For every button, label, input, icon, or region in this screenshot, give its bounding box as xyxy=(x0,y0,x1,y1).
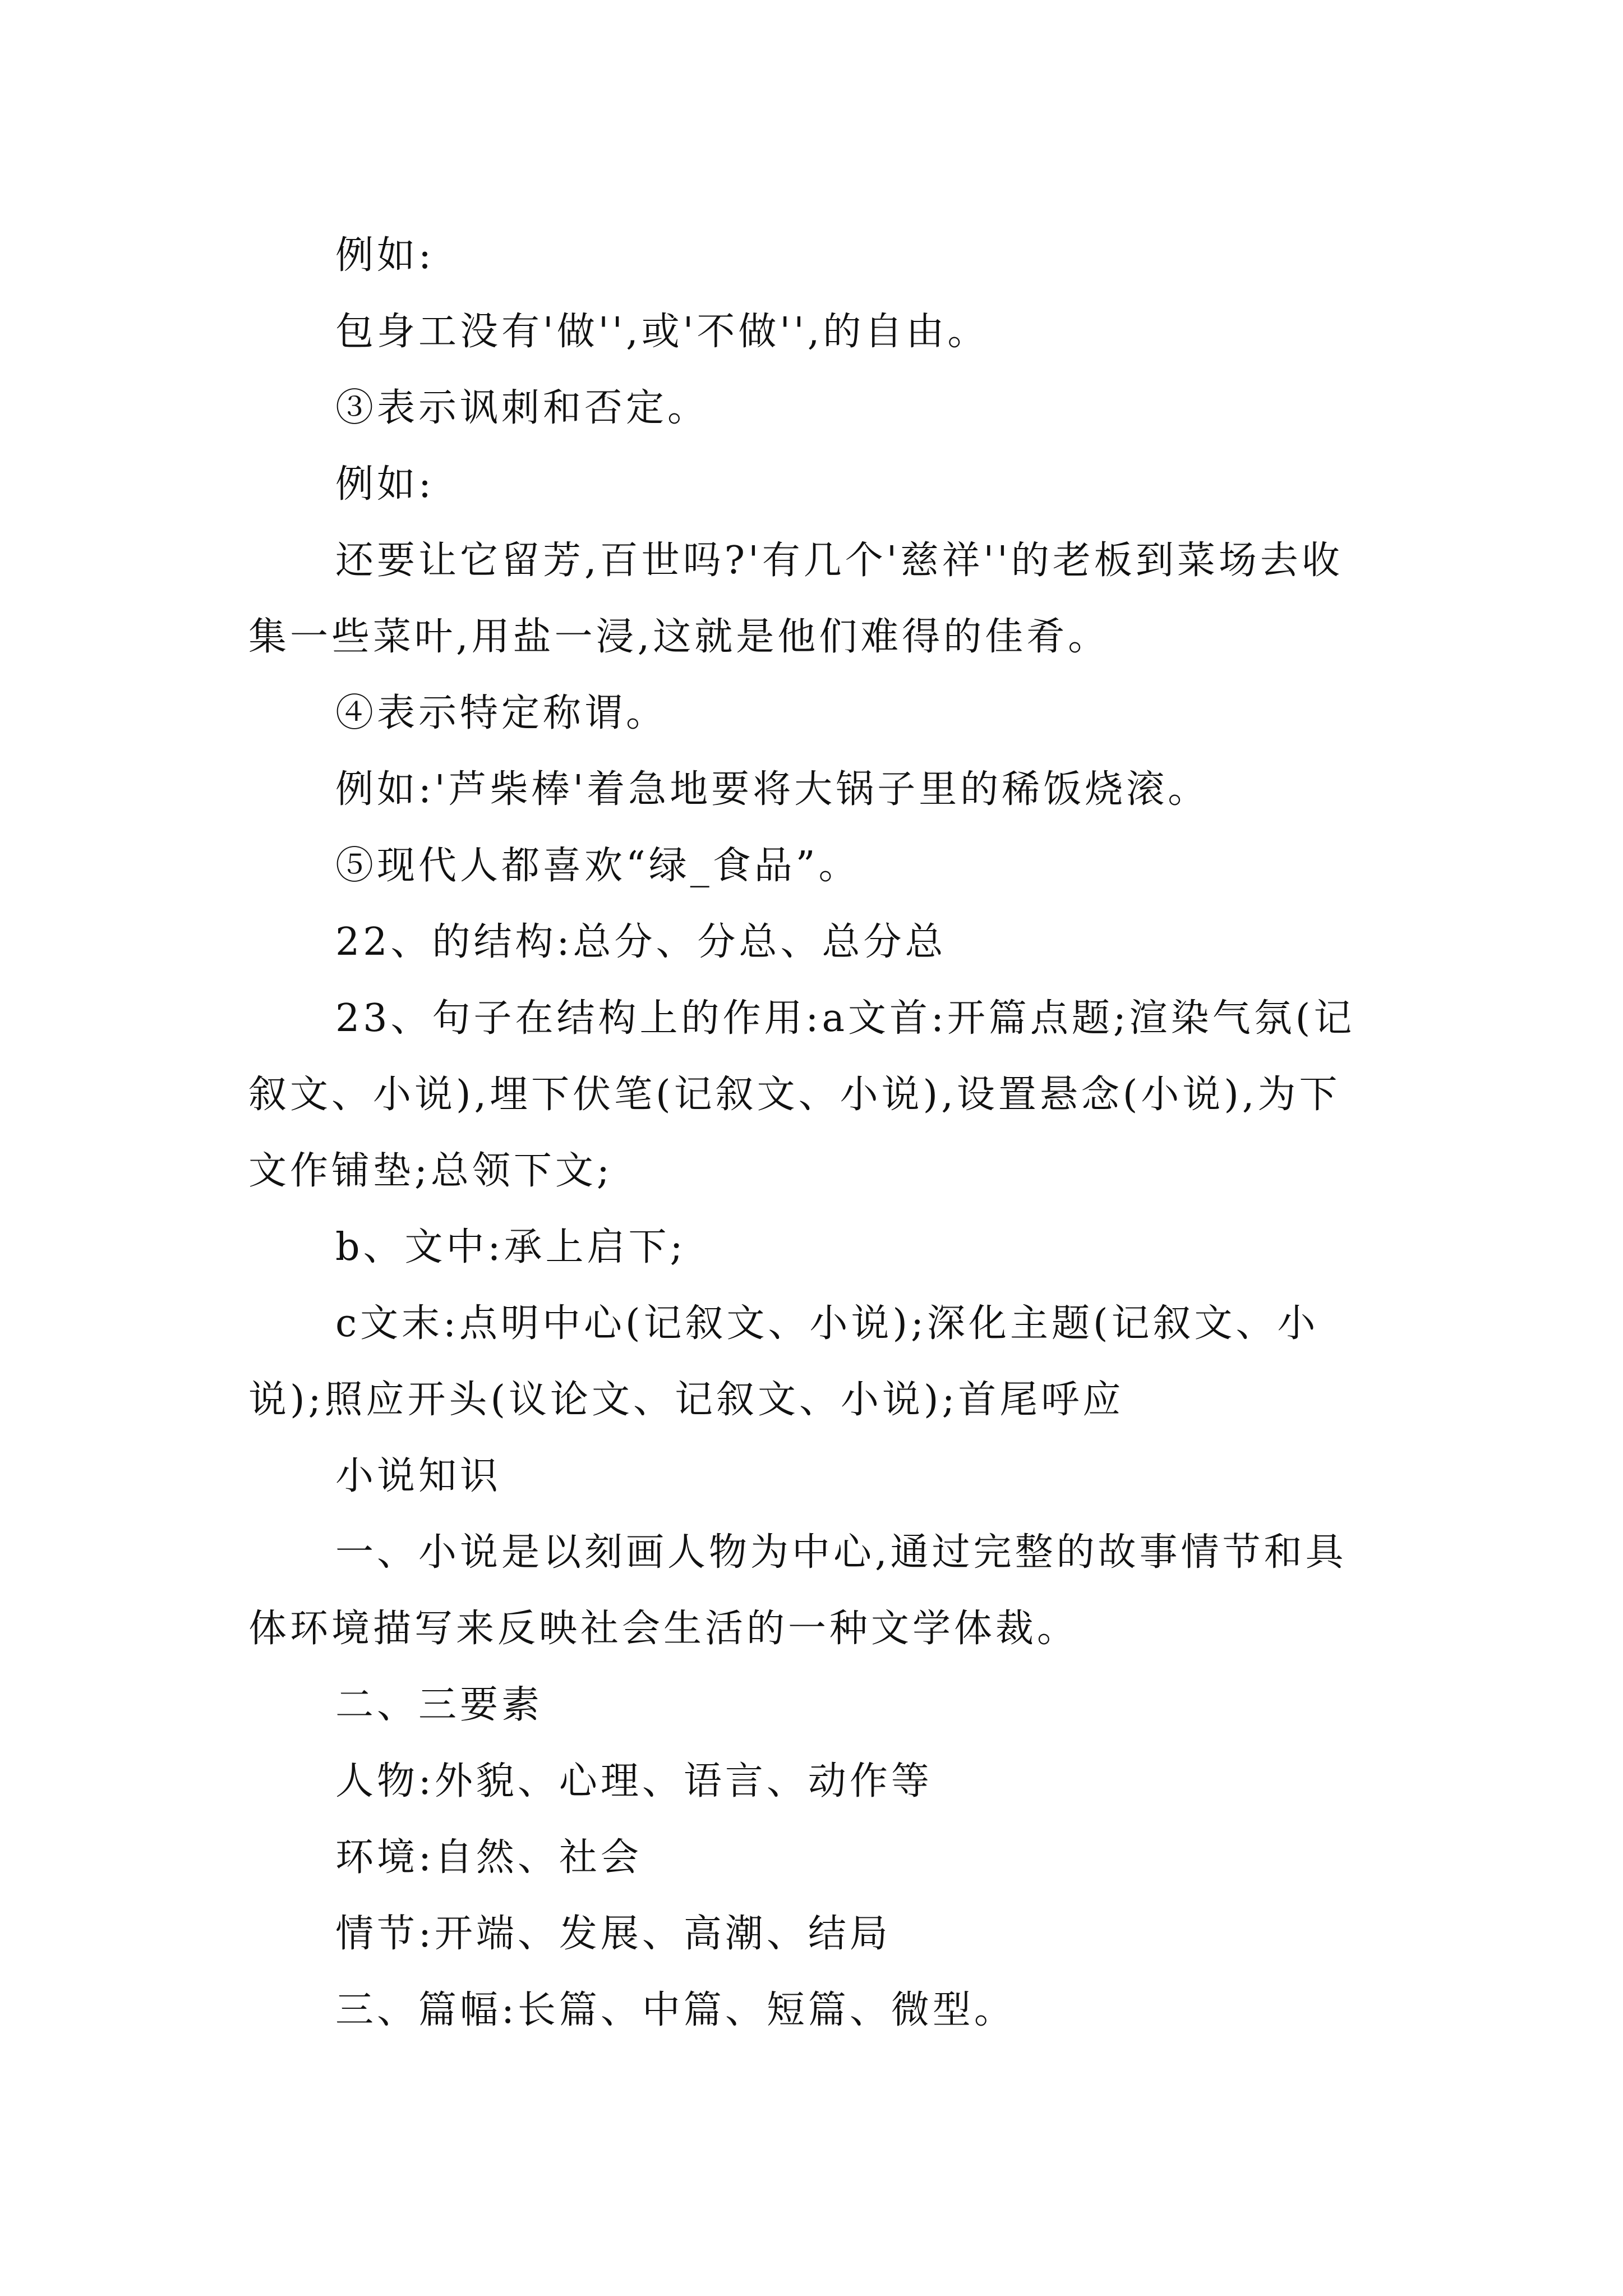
paragraph: ④表示特定称谓。 xyxy=(335,691,668,735)
paragraph: 例如:'芦柴棒'着急地要将大锅子里的稀饭烧滚。 xyxy=(335,767,1210,812)
paragraph: ③表示讽刺和否定。 xyxy=(335,386,709,430)
paragraph: 例如: xyxy=(335,462,435,507)
paragraph: 环境:自然、社会 xyxy=(335,1835,642,1880)
paragraph: 人物:外貌、心理、语言、动作等 xyxy=(335,1759,933,1803)
section-heading: 小说知识 xyxy=(335,1454,502,1498)
paragraph: 包身工没有'做'',或'不做'',的自由。 xyxy=(335,310,989,354)
paragraph: 例如: xyxy=(335,233,435,278)
paragraph: ⑤现代人都喜欢“绿_食品”。 xyxy=(335,844,860,888)
paragraph: 23、句子在结构上的作用:a文首:开篇点题;渲染气氛(记叙文、小说),埋下伏笔(记叙文、小说),设置悬念(小说),为下文作铺垫;总领下文; xyxy=(248,996,1355,1193)
paragraph: c文末:点明中心(记叙文、小说);深化主题(记叙文、小说);照应开头(议论文、记叙文、小说);首尾呼应 xyxy=(248,1301,1319,1422)
paragraph: 22、的结构:总分、分总、总分总 xyxy=(335,920,947,964)
paragraph: 情节:开端、发展、高潮、结局 xyxy=(335,1912,891,1956)
paragraph: b、文中:承上启下; xyxy=(335,1225,686,1269)
paragraph: 三、篇幅:长篇、中篇、短篇、微型。 xyxy=(335,1988,1016,2032)
paragraph: 二、三要素 xyxy=(335,1683,543,1727)
paragraph: 还要让它留芳,百世吗?'有几个'慈祥''的老板到菜场去收集一些菜叶,用盐一浸,这就是他们难得的佳肴。 xyxy=(248,539,1343,659)
document-body xyxy=(248,218,1381,2049)
paragraph: 一、小说是以刻画人物为中心,通过完整的故事情节和具体环境描写来反映社会生活的一种文学体裁。 xyxy=(248,1530,1347,1651)
